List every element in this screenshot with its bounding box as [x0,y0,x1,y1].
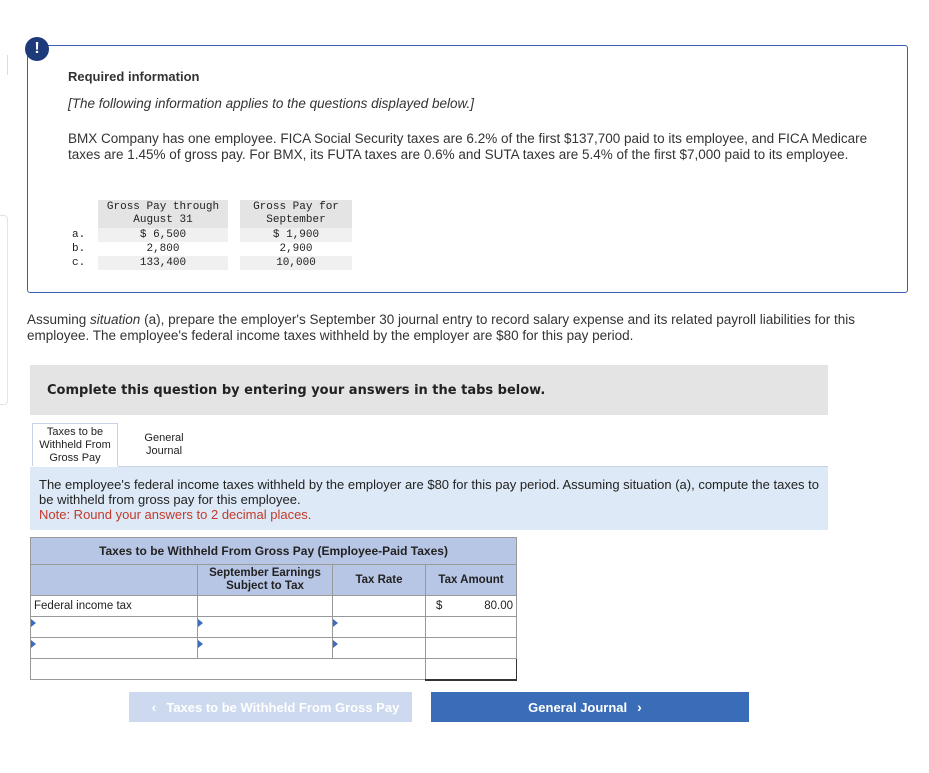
question-panel [30,467,828,530]
row-label: b. [72,242,86,255]
currency-symbol: $ [436,600,443,612]
table-row [31,638,517,659]
table-row [68,242,352,256]
row-earnings-cell [198,596,333,617]
instruction-bar [30,365,828,415]
table-row [31,596,517,617]
tab-general-journal[interactable] [120,423,208,466]
tax-rate-input[interactable] [333,617,426,638]
question-post: (a), prepare the employer's September 30 journal entry to record salary expense and its related payroll liabilities for this employee. The employee's federal income taxes withheld by the employer are $80 for this pay period. [27,312,856,343]
header-tax-amount: Tax Amount [426,565,517,596]
instruction-text: Complete this question by entering your answers in the tabs below. [47,382,546,398]
chevron-left-icon: ‹ [151,699,157,715]
row-label: c. [72,256,86,269]
next-button-label: General Journal [528,699,628,715]
prev-button-label: Taxes to be Withheld From Gross Pay [166,699,400,715]
left-edge-tab [0,55,8,75]
tax-amount-cell [426,638,517,659]
panel-note: Note: Round your answers to 2 decimal places. [39,507,312,522]
row-amount-cell [426,596,517,617]
prev-button[interactable] [129,692,412,722]
row-rate-cell [333,596,426,617]
table-row [68,228,352,242]
tax-withheld-table [30,537,517,681]
tax-table-title: Taxes to be Withheld From Gross Pay (Employee-Paid Taxes) [31,538,517,565]
question-pre: Assuming [27,312,91,327]
row-aug-value: 133,400 [98,256,228,270]
gross-pay-table [68,200,352,270]
next-button[interactable] [431,692,749,722]
header-tax-rate: Tax Rate [333,565,426,596]
question-italic: situation [90,312,141,327]
total-row [31,659,517,680]
total-amount-cell [426,659,517,680]
row-sep-value: 2,900 [279,242,313,255]
table-row [68,256,352,270]
row-label-federal-income-tax: Federal income tax [31,596,198,617]
tax-amount-value: 80.00 [484,600,513,612]
tax-name-input[interactable] [31,638,198,659]
panel-text: The employee's federal income taxes withheld by the employer are $80 for this pay period. Assuming situation (a), compute the taxes to be withheld from gross pay for this employee. [39,477,820,507]
info-subtitle: [The following information applies to the questions displayed below.] [68,96,474,111]
header-earnings-subject: September Earnings Subject to Tax [198,565,333,596]
tax-amount-cell [426,617,517,638]
row-sep-value: $ 1,900 [240,228,352,242]
tab-taxes-withheld-label: Taxes to be Withheld From Gross Pay [39,425,111,464]
question-text [27,312,917,344]
earnings-input[interactable] [198,638,333,659]
tax-rate-input[interactable] [333,638,426,659]
row-aug-value: $ 6,500 [98,228,228,242]
chevron-right-icon: › [637,699,642,715]
exclamation-icon: ! [25,37,49,61]
header-label-col [31,565,198,596]
tax-name-input[interactable] [31,617,198,638]
header-gross-pay-aug: Gross Pay through August 31 [98,200,228,228]
info-body: BMX Company has one employee. FICA Social Security taxes are 6.2% of the first $137,700 paid to its employee, and FICA Medicare taxes are 1.45% of gross pay. For BMX, its FUTA taxes are 0.6% and SUTA taxes are 5.4% of the first $7,000 paid to its employee. [68,131,868,162]
required-information-box [27,45,908,293]
tab-taxes-withheld[interactable] [32,423,118,466]
total-label-cell [31,659,426,680]
tab-general-journal-label: General Journal [144,431,184,457]
left-edge-panel [0,215,8,405]
row-sep-value: 10,000 [240,256,352,270]
table-row [31,617,517,638]
earnings-input[interactable] [198,617,333,638]
header-gross-pay-sep: Gross Pay for September [240,200,352,228]
row-label: a. [72,228,86,241]
info-title: Required information [68,69,200,84]
row-aug-value: 2,800 [146,242,180,255]
